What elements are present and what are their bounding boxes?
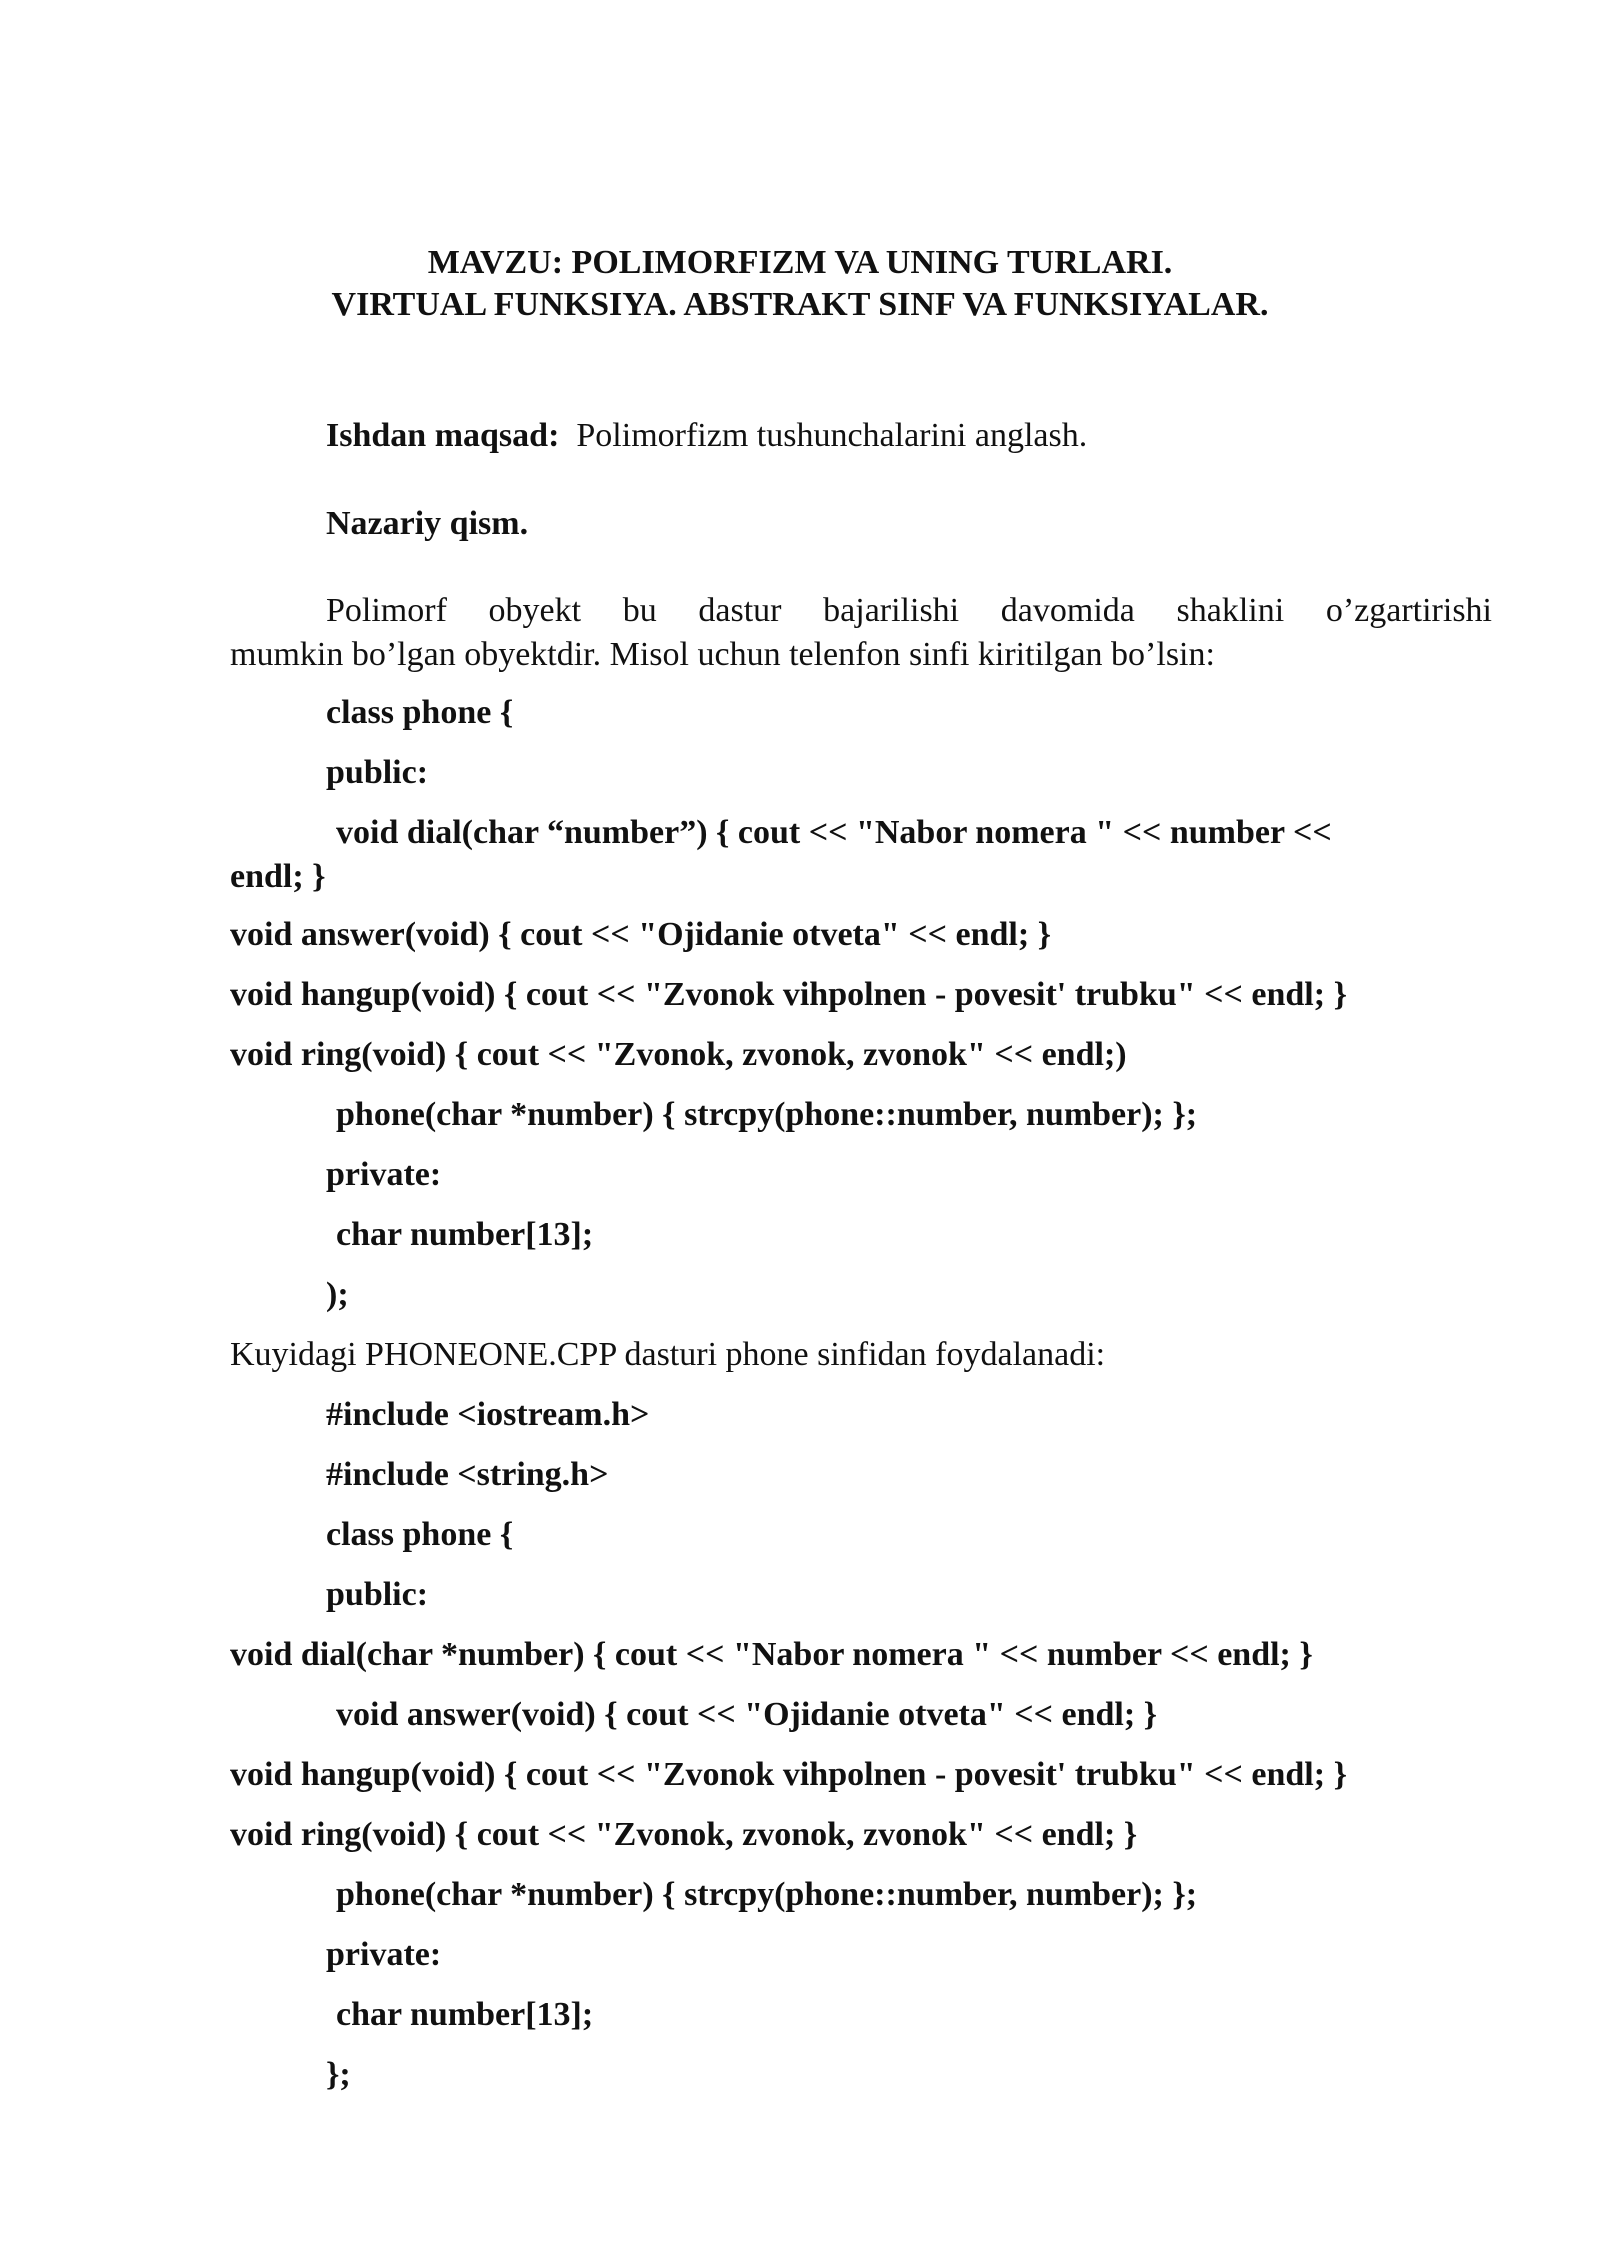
code-line: class phone {: [326, 694, 514, 731]
code-line: private:: [326, 1156, 442, 1193]
code-line: void dial(char *number) { cout << "Nabor nomera " << number << endl; }: [230, 1636, 1313, 1673]
intro-paragraph: [230, 589, 1492, 677]
code-line: phone(char *number) { strcpy(phone::number, number); };: [336, 1096, 1198, 1133]
code-line: class phone {: [326, 1516, 514, 1553]
code-line: void answer(void) { cout << "Ojidanie otveta" << endl; }: [336, 1696, 1158, 1733]
code-line: char number[13];: [336, 1996, 594, 2033]
code-line: public:: [326, 754, 429, 791]
aim-label: Ishdan maqsad:: [326, 417, 560, 454]
code-line: void ring(void) { cout << "Zvonok, zvonok, zvonok" << endl;): [230, 1036, 1127, 1073]
title-line-2: VIRTUAL FUNKSIYA. ABSTRAKT SINF VA FUNKSIYALAR.: [331, 286, 1269, 323]
code-line: void dial(char “number”) { cout << "Nabor nomera " << number <<: [336, 814, 1332, 851]
code-line: phone(char *number) { strcpy(phone::number, number); };: [336, 1876, 1198, 1913]
intro-line-1: Polimorf obyekt bu dastur bajarilishi davomida shaklini o’zgartirishi: [326, 592, 1492, 629]
code-line: endl; }: [230, 858, 326, 895]
code-line: };: [326, 2056, 351, 2093]
code-line: void ring(void) { cout << "Zvonok, zvonok, zvonok" << endl; }: [230, 1816, 1138, 1853]
aim-text: Polimorfizm tushunchalarini anglash.: [576, 417, 1088, 454]
code-line: public:: [326, 1576, 429, 1613]
code-line: #include <iostream.h>: [326, 1396, 650, 1433]
code-line: #include <string.h>: [326, 1456, 609, 1493]
title-line-1: MAVZU: POLIMORFIZM VA UNING TURLARI.: [427, 244, 1173, 281]
code-line: private:: [326, 1936, 442, 1973]
code-line: void hangup(void) { cout << "Zvonok vihpolnen - povesit' trubku" << endl; }: [230, 1756, 1347, 1793]
code-line: void answer(void) { cout << "Ojidanie otveta" << endl; }: [230, 916, 1052, 953]
aim-line: [326, 416, 1087, 456]
program-intro: Kuyidagi PHONEONE.CPP dasturi phone sinfidan foydalanadi:: [230, 1336, 1106, 1373]
theory-heading: Nazariy qism.: [326, 505, 529, 542]
intro-line-2: mumkin bo’lgan obyektdir. Misol uchun telenfon sinfi kiritilgan bo’lsin:: [230, 636, 1215, 673]
code-line: );: [326, 1276, 349, 1313]
code-line: char number[13];: [336, 1216, 594, 1253]
code-line: void hangup(void) { cout << "Zvonok vihpolnen - povesit' trubku" << endl; }: [230, 976, 1347, 1013]
